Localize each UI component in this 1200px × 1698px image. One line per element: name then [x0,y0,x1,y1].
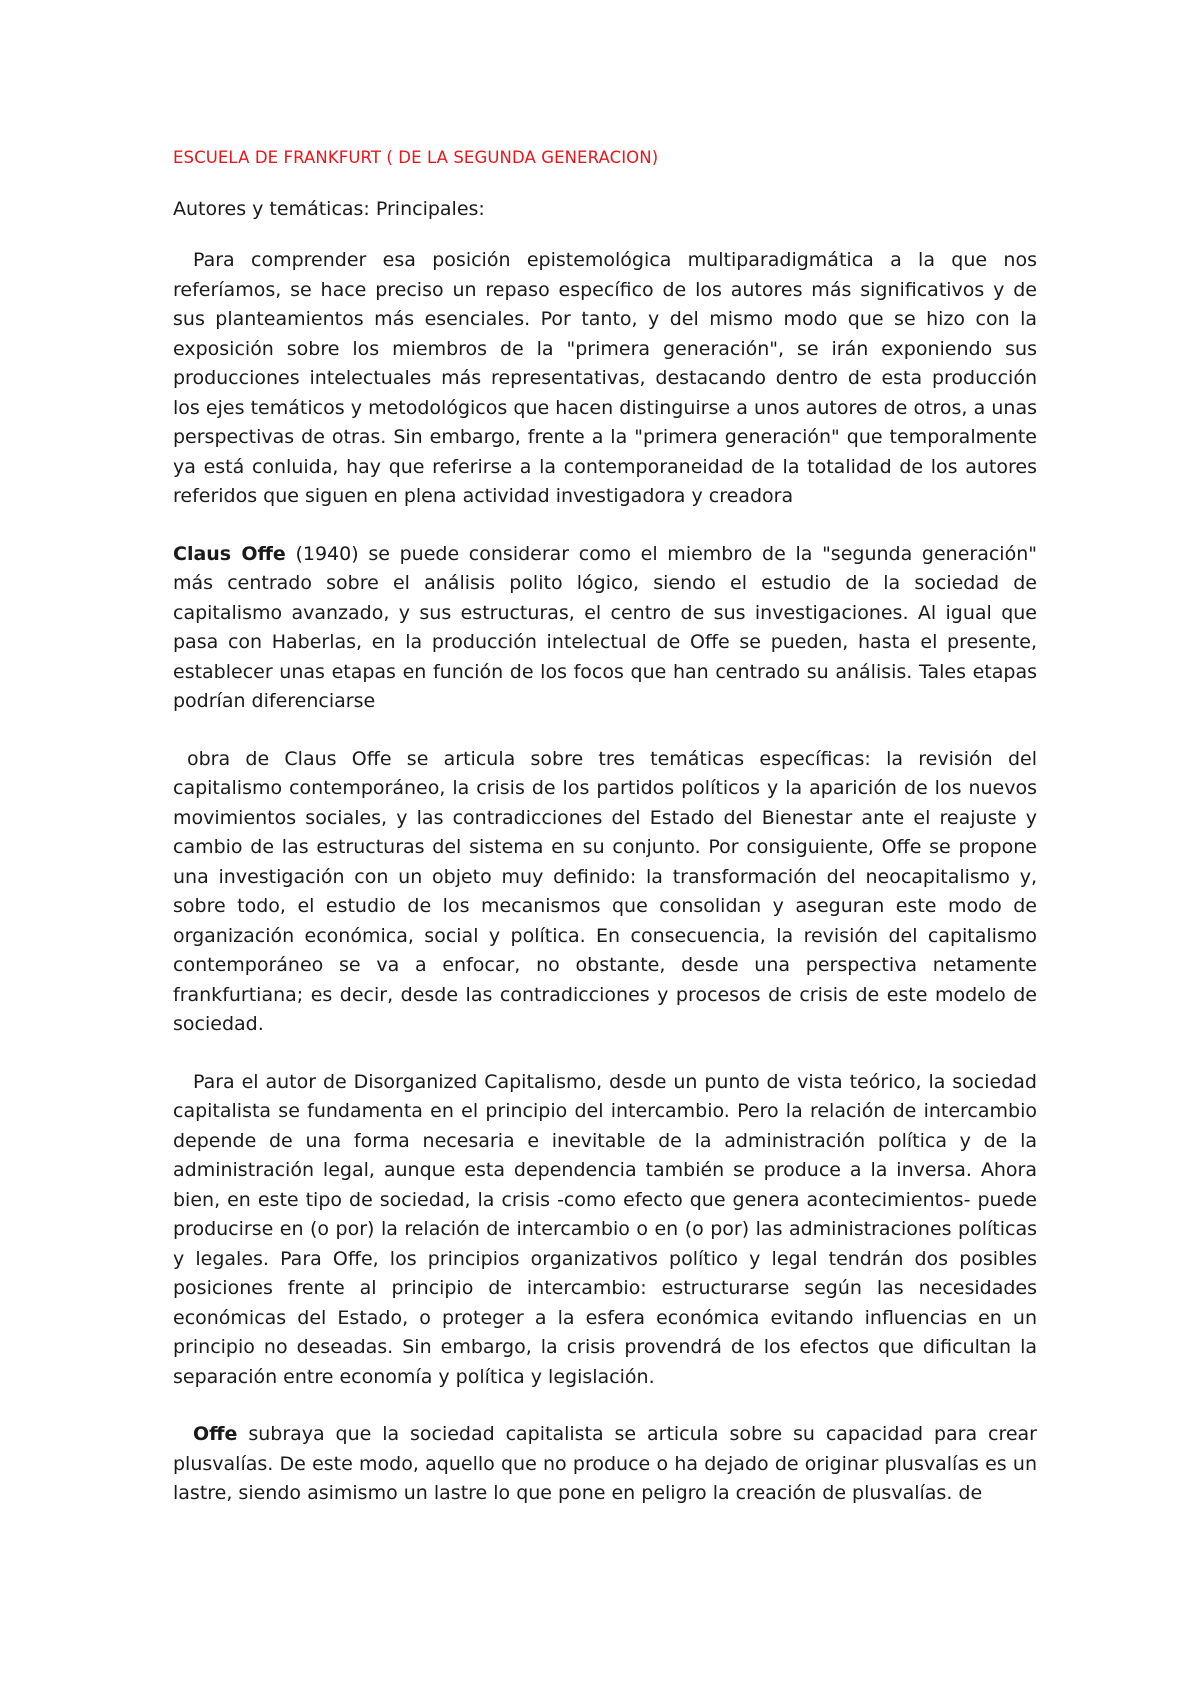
document-title: ESCUELA DE FRANKFURT ( DE LA SEGUNDA GENERACION) [173,148,659,167]
section-subtitle: Autores y temáticas: Principales: [173,197,485,220]
paragraph-disorganized-capitalism: Para el autor de Disorganized Capitalismo, desde un punto de vista teórico, la sociedad capitalista se fundamenta en el principio del intercambio. Pero la relación de intercambio depende de una forma necesaria e inevitable de la administración política y de la administración legal, aunque esta dependencia también se produce a la inversa. Ahora bien, en este tipo de sociedad, la crisis -como efecto que genera acontecimientos- puede producirse en (o por) la relación de intercambio o en (o por) las administraciones políticas y legales. Para Offe, los principios organizativos político y legal tendrán dos posibles posiciones frente al principio de intercambio: estructurarse según las necesidades económicas del Estado, o proteger a la esfera económica evitando influencias en un principio no deseadas. Sin embargo, la crisis provendrá de los efectos que dificultan la separación entre economía y política y legislación. [173,1070,1037,1388]
paragraph-claus-offe [173,540,1037,717]
paragraph-plusvalias [173,1420,1037,1509]
paragraph-tematicas: obra de Claus Offe se articula sobre tres temáticas específicas: la revisión del capitalismo contemporáneo, la crisis de los partidos políticos y la aparición de los nuevos movimientos sociales, y las contradicciones del Estado del Bienestar ante el reajuste y cambio de las estructuras del sistema en su conjunto. Por consiguiente, Offe se propone una investigación con un objeto muy definido: la transformación del neocapitalismo y, sobre todo, el estudio de los mecanismos que consolidan y aseguran este modo de organización económica, social y política. En consecuencia, la revisión del capitalismo contemporáneo se va a enfocar, no obstante, desde una perspectiva netamente frankfurtiana; es decir, desde las contradicciones y procesos de crisis de este modelo de sociedad. [173,747,1037,1035]
paragraph-intro: Para comprender esa posición epistemológica multiparadigmática a la que nos referíamos, se hace preciso un repaso específico de los autores más significativos y de sus planteamientos más esenciales. Por tanto, y del mismo modo que se hizo con la exposición sobre los miembros de la "primera generación", se irán exponiendo sus producciones intelectuales más representativas, destacando dentro de esta producción los ejes temáticos y metodológicos que hacen distinguirse a unos autores de otros, a unas perspectivas de otras. Sin embargo, frente a la "primera generación" que temporalmente ya está conluida, hay que referirse a la contemporaneidad de la totalidad de los autores referidos que siguen en plena actividad investigadora y creadora [173,249,1037,507]
document-body [173,143,1037,1537]
paragraph-claus-offe-text: (1940) se puede considerar como el miembro de la "segunda generación" más centrado sobre el análisis polito lógico, siendo el estudio de la sociedad de capitalismo avanzado, y sus estructuras, el centro de sus investigaciones. Al igual que pasa con Haberlas, en la producción intelectual de Offe se pueden, hasta el presente, establecer unas etapas en función de los focos que han centrado su análisis. Tales etapas podrían diferenciarse [173,542,1037,712]
author-name-claus-offe: Claus Offe [173,542,286,565]
paragraph-plusvalias-text: subraya que la sociedad capitalista se articula sobre su capacidad para crear plusvalías. De este modo, aquello que no produce o ha dejado de originar plusvalías es un lastre, siendo asimismo un lastre lo que pone en peligro la creación de plusvalías. de [173,1423,1037,1504]
author-name-offe: Offe [193,1423,238,1445]
